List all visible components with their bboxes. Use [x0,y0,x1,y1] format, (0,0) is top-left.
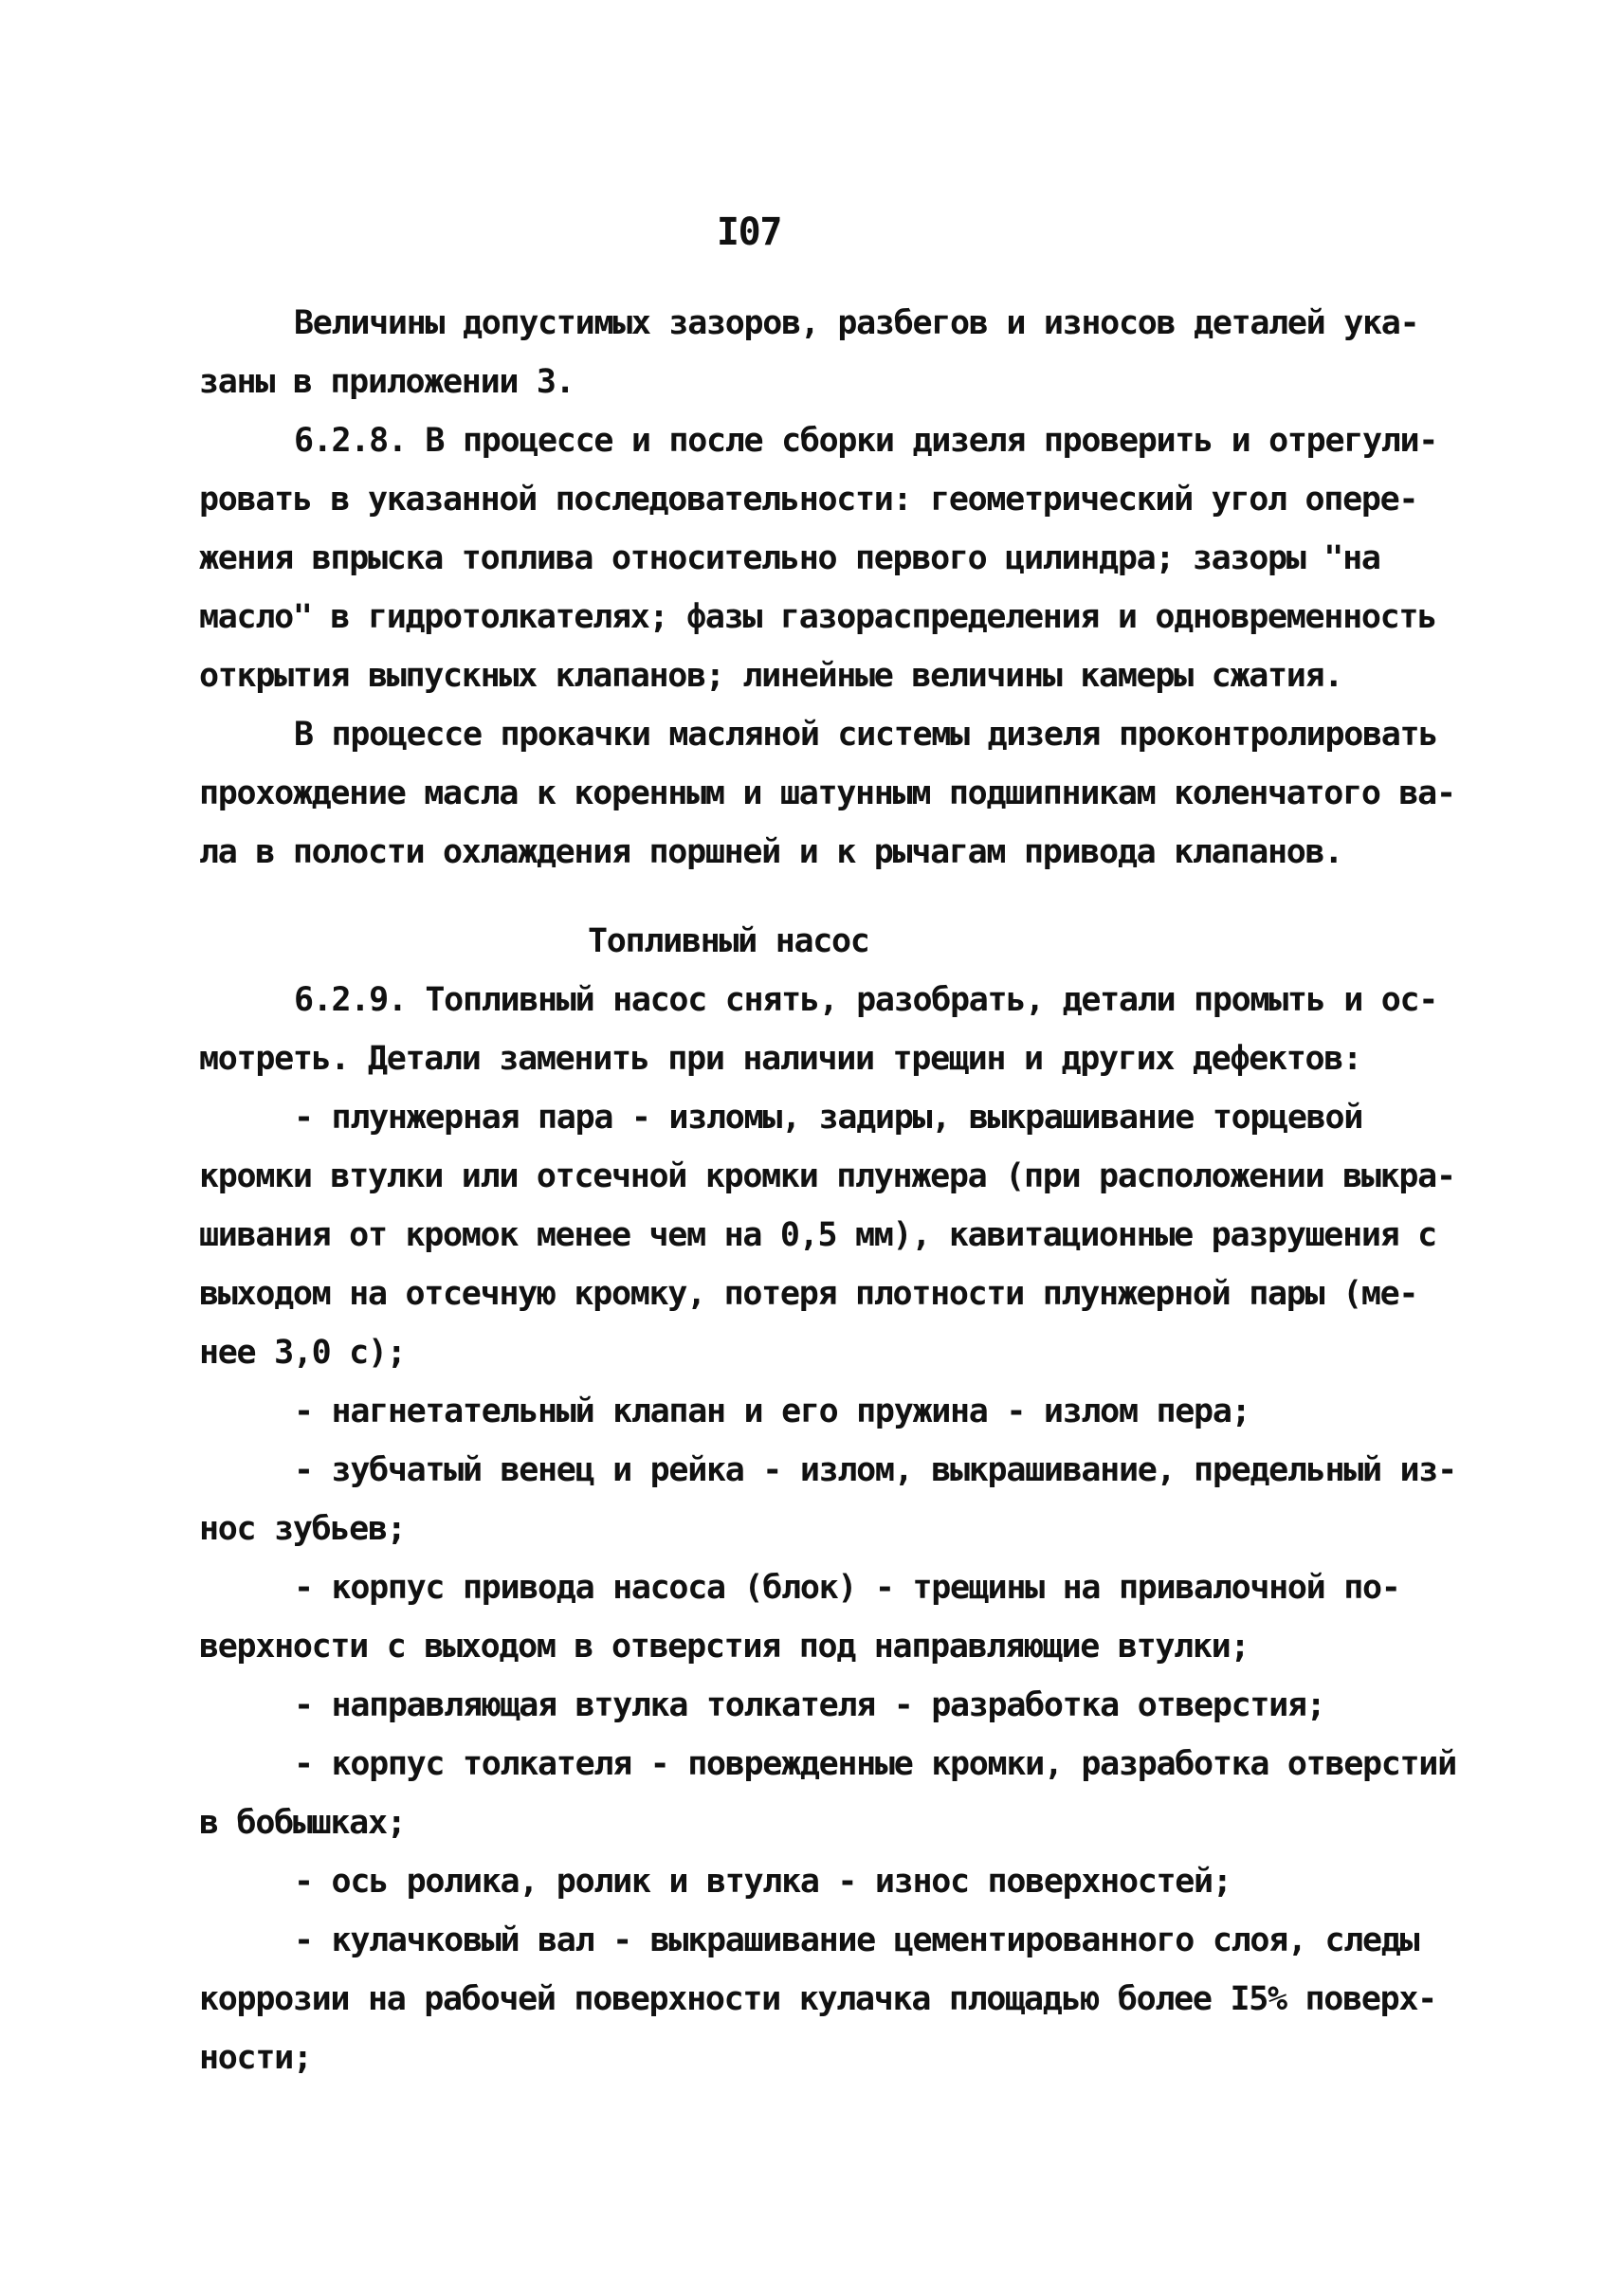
list-item [199,1852,1460,1911]
text-line: 6.2.9. Топливный насос снять, разобрать, детали промыть и ос- [294,981,1438,1019]
text-line: - ось ролика, ролик и втулка - износ поверхностей; [294,1863,1232,1901]
text-line: - кулачковый вал - выкрашивание цементированного слоя, следы [294,1921,1419,1959]
text-line: мотреть. Детали заменить при наличии трещин и других дефектов: [199,1040,1361,1078]
text-line: 6.2.8. В процессе и после сборки дизеля проверить и отрегули- [294,422,1438,460]
text-line: выходом на отсечную кромку, потеря плотности плунжерной пары (ме- [199,1275,1418,1313]
text-line: кромки втулки или отсечной кромки плунжера (при расположении выкра- [199,1157,1455,1195]
text-line: - нагнетательный клапан и его пружина - излом пера; [294,1393,1250,1430]
page-number: I07 [716,210,782,254]
text-line: открытия выпускных клапанов; линейные величины камеры сжатия. [199,657,1343,695]
text-line: верхности с выходом в отверстия под направляющие втулки; [199,1628,1250,1666]
document-body [199,294,1460,2087]
text-line: - плунжерная пара - изломы, задиры, выкрашивание торцевой [294,1099,1362,1137]
list-item [199,1441,1460,1558]
list-item [199,1735,1460,1852]
paragraph [199,705,1460,882]
text-line: ла в полости охлаждения поршней и к рычагам привода клапанов. [199,833,1343,871]
text-line: - корпус привода насоса (блок) - трещины на привалочной по- [294,1569,1400,1607]
text-line: нее 3,0 с); [199,1334,406,1372]
text-line: жения впрыска топлива относительно первого цилиндра; зазоры "на [199,539,1380,577]
text-line: - зубчатый венец и рейка - излом, выкрашивание, предельный из- [294,1451,1456,1489]
section-spacer [199,882,1460,912]
text-line: заны в приложении 3. [199,363,575,401]
text-line: прохождение масла к коренным и шатунным подшипникам коленчатого ва- [199,774,1455,812]
text-line: масло" в гидротолкателях; фазы газораспределения и одновременность [199,598,1436,636]
text-line: коррозии на рабочей поверхности кулачка площадью более I5% поверх- [199,1980,1436,2018]
text-line: Величины допустимых зазоров, разбегов и износов деталей ука- [294,304,1419,342]
text-line: ности; [199,2039,312,2077]
list-item [199,1088,1460,1382]
list-item [199,1382,1460,1441]
paragraph [199,971,1460,1088]
list-item [199,1676,1460,1735]
text-line: нос зубьев; [199,1510,406,1548]
text-line: в бобышках; [199,1804,406,1842]
section-heading: Топливный насос [588,922,869,960]
list-item [199,1911,1460,2087]
text-line: - корпус толкателя - поврежденные кромки, разработка отверстий [294,1745,1456,1783]
text-line: В процессе прокачки масляной системы дизеля проконтролировать [294,716,1438,754]
paragraph [199,411,1460,705]
list-item [199,1558,1460,1676]
text-line: ровать в указанной последовательности: геометрический угол опере- [199,481,1418,519]
text-line: шивания от кромок менее чем на 0,5 мм), кавитационные разрушения с [199,1216,1436,1254]
text-line: - направляющая втулка толкателя - разработка отверстия; [294,1686,1325,1724]
paragraph [199,294,1460,411]
